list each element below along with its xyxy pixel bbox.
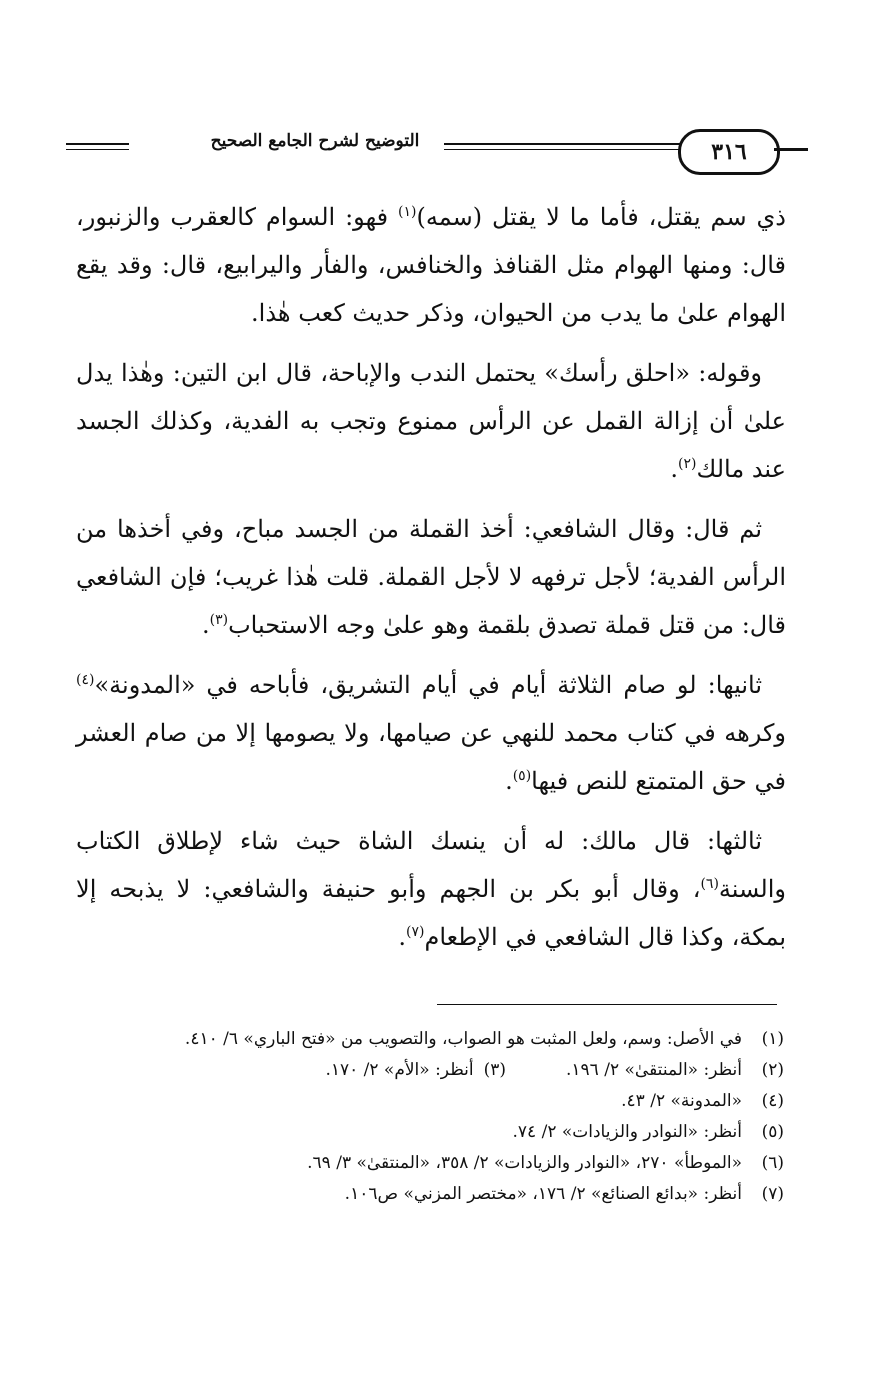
footnote-number: (٤) [761,1091,784,1111]
footnote-item [64,1117,784,1148]
footnote-separator [437,1004,777,1005]
footnote-number: (٥) [761,1122,784,1142]
footnote-ref[interactable]: (٤) [76,672,95,688]
page-number: ٣١٦ [678,129,780,175]
footnote-number: (٢) [761,1060,784,1080]
footnote-item [64,1055,784,1086]
header-rule-mid [444,143,680,145]
footnote-text: «الموطأ» ٢٧٠، «النوادر والزيادات» ٢/ ٣٥٨، «المنتقىٰ» ٣/ ٦٩. [307,1153,742,1173]
footnote-ref[interactable]: (٧) [406,924,425,940]
header-rule-mid-thin [444,149,680,150]
footnote-number: (١) [761,1029,784,1049]
footnote-text: في الأصل: وسم، ولعل المثبت هو الصواب، والتصويب من «فتح الباري» ٦/ ٤١٠. [184,1029,742,1049]
footnote-text: أنظر: «النوادر والزيادات» ٢/ ٧٤. [512,1122,742,1142]
header-rule-left-thin [66,149,129,150]
footnote-text: «المدونة» ٢/ ٤٣. [621,1091,742,1111]
paragraph: وقوله: «احلق رأسك» يحتمل الندب والإباحة، قال ابن التين: وهٰذا يدل علىٰ أن إزالة القمل عن الرأس ممنوع وتجب به الفدية، وكذلك الجسد عند مالك$^{(٢)}$. [76,359,786,483]
paragraph: ثم قال: وقال الشافعي: أخذ القملة من الجسد مباح، وفي أخذها من الرأس الفدية؛ لأجل ترفهه لا لأجل القملة. قلت هٰذا غريب؛ فإن الشافعي قال: من قتل قملة تصدق بلقمة وهو علىٰ وجه الاستحباب$^{(٣)}$. [76,515,786,639]
footnote-ref[interactable]: (١) [398,204,417,220]
footnote-ref[interactable]: (٥) [512,768,532,784]
footnote-number: (٧) [761,1184,784,1204]
footnotes [64,1024,784,1210]
footnote-item [64,1024,784,1055]
footnote-ref[interactable]: (٣) [209,612,229,628]
footnote-number: (٣) [483,1060,507,1080]
footnote-item [64,1086,784,1117]
paragraph: ثانيها: لو صام الثلاثة أيام في أيام التشريق، فأباحه في «المدونة»$^{(٤)}$ وكرهه في كتاب محمد للنهي عن صيامها، ولا يصومها إلا من صام العشر في حق المتمتع للنص فيها$^{(٥)}$. [76,671,786,795]
footnote-text: أنظر: «الأم» ٢/ ١٧٠. [325,1060,474,1080]
header-rule-right [774,148,808,151]
footnote-text: أنظر: «المنتقىٰ» ٢/ ١٩٦. [566,1060,742,1080]
header-title: التوضيح لشرح الجامع الصحيح [210,131,420,151]
footnote-item [64,1179,784,1210]
footnote-ref[interactable]: (٦) [700,876,719,892]
header-rule-left [66,143,129,145]
footnote-ref[interactable]: (٢) [678,456,697,472]
paragraph: ذي سم يقتل، فأما ما لا يقتل (سمه)$^{(١)}$ فهو: السوام كالعقرب والزنبور، قال: ومنها الهوام مثل القنافذ والخنافس، والفأر واليرابيع، قال: وقد يقع الهوام علىٰ ما يدب من الحيوان، وذكر حديث كعب هٰذا. [76,203,786,327]
footnote-text: أنظر: «بدائع الصنائع» ٢/ ١٧٦، «مختصر المزني» ص١٠٦. [344,1184,742,1204]
main-text [76,193,786,973]
footnote-number: (٦) [761,1153,784,1173]
footnote-item [64,1148,784,1179]
paragraph: ثالثها: قال مالك: له أن ينسك الشاة حيث شاء لإطلاق الكتاب والسنة$^{(٦)}$، وقال أبو بكر بن الجهم وأبو حنيفة والشافعي: لا يذبحه إلا بمكة، وكذا قال الشافعي في الإطعام$^{(٧)}$. [76,827,786,951]
running-header [66,127,806,177]
